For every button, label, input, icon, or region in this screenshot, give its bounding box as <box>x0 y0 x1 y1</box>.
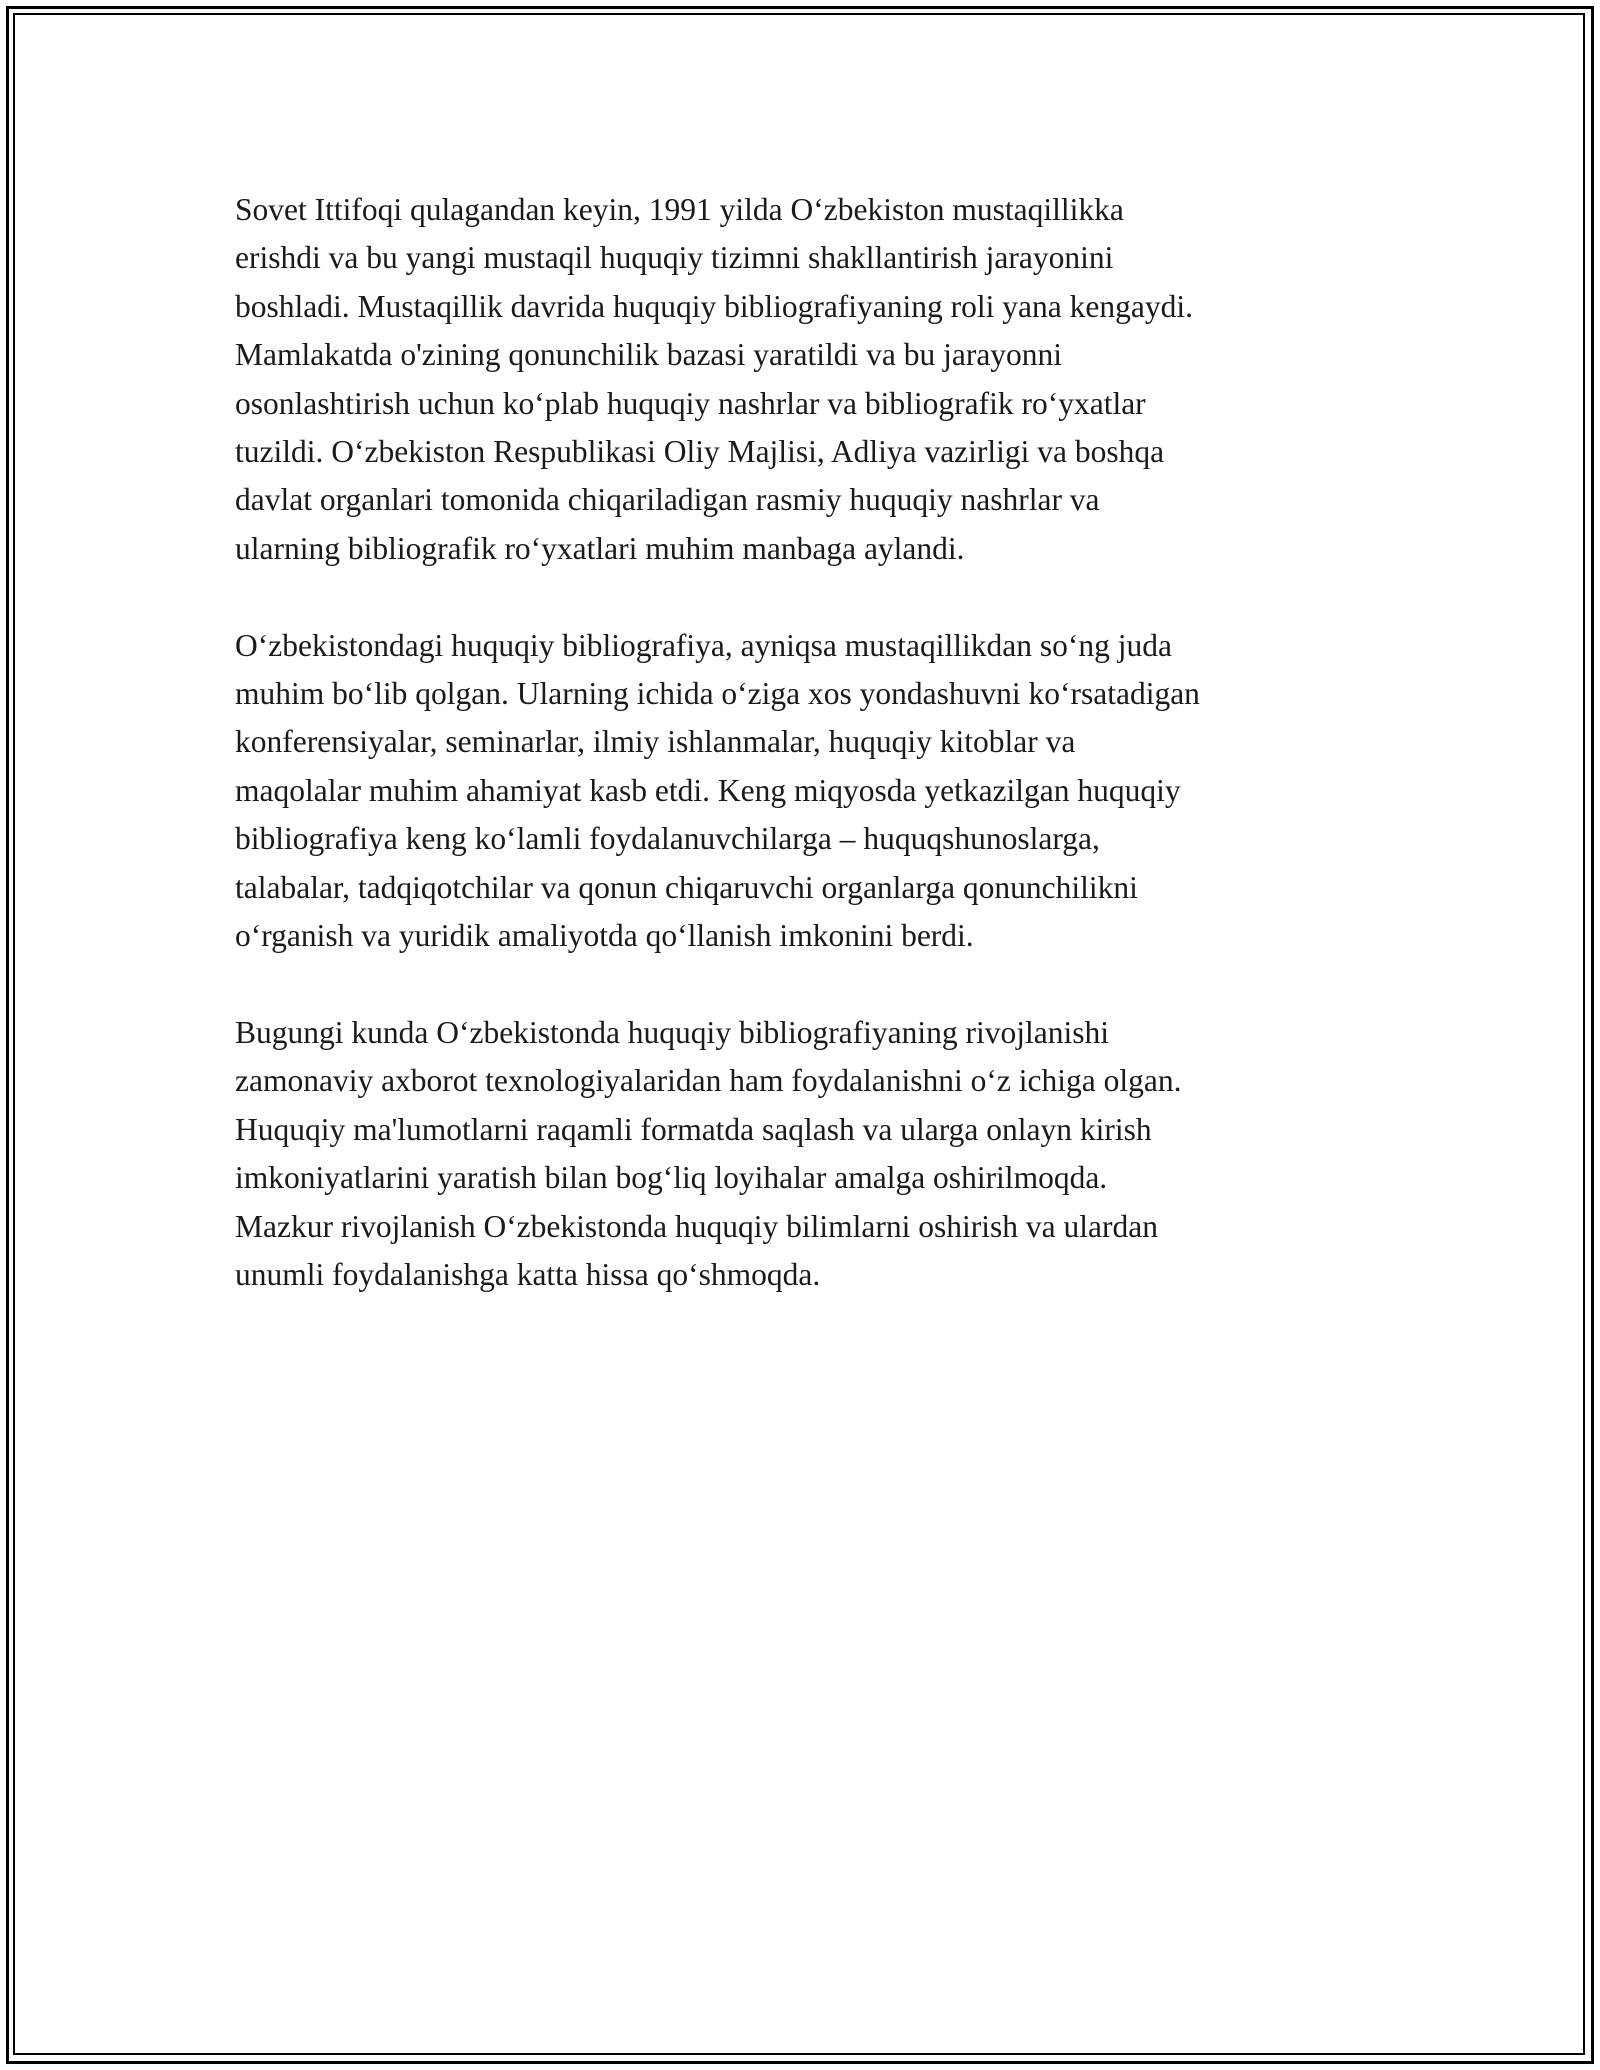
text-line: unumli foydalanishga katta hissa qo‘shmoqda. <box>235 1256 821 1292</box>
text-line: erishdi va bu yangi mustaqil huquqiy tizimni shakllantirish jarayonini <box>235 240 1114 276</box>
text-line: davlat organlari tomonida chiqariladigan rasmiy huquqiy nashrlar va <box>235 482 1100 518</box>
text-line: zamonaviy axborot texnologiyalaridan ham foydalanishni o‘z ichiga olgan. <box>235 1063 1182 1099</box>
paragraph-2 <box>235 622 1365 961</box>
text-line: maqolalar muhim ahamiyat kasb etdi. Keng miqyosda yetkazilgan huquqiy <box>235 772 1181 808</box>
text-line: talabalar, tadqiqotchilar va qonun chiqaruvchi organlarga qonunchilikni <box>235 869 1138 905</box>
text-line: o‘rganish va yuridik amaliyotda qo‘llanish imkonini berdi. <box>235 918 974 954</box>
text-line: Huquqiy ma'lumotlarni raqamli formatda saqlash va ularga onlayn kirish <box>235 1111 1152 1147</box>
text-line: Mamlakatda o'zining qonunchilik bazasi yaratildi va bu jarayonni <box>235 337 1063 373</box>
paragraph-3 <box>235 1009 1365 1299</box>
paragraph-1 <box>235 186 1365 573</box>
text-line: Sovet Ittifoqi qulagandan keyin, 1991 yilda O‘zbekiston mustaqillikka <box>235 192 1124 227</box>
text-line: konferensiyalar, seminarlar, ilmiy ishlanmalar, huquqiy kitoblar va <box>235 724 1076 760</box>
text-line: Bugungi kunda O‘zbekistonda huquqiy bibliografiyaning rivojlanishi <box>235 1014 1110 1050</box>
text-line: bibliografiya keng ko‘lamli foydalanuvchilarga – huquqshunoslarga, <box>235 821 1100 857</box>
text-line: muhim bo‘lib qolgan. Ularning ichida o‘ziga xos yondashuvni ko‘rsatadigan <box>235 676 1200 712</box>
text-line: O‘zbekistondagi huquqiy bibliografiya, ayniqsa mustaqillikdan so‘ng juda <box>235 627 1172 663</box>
text-line: Mazkur rivojlanish O‘zbekistonda huquqiy bilimlarni oshirish va ulardan <box>235 1208 1158 1244</box>
text-line: osonlashtirish uchun ko‘plab huquqiy nashrlar va bibliografik ro‘yxatlar <box>235 385 1146 421</box>
text-line: imkoniyatlarini yaratish bilan bog‘liq loyihalar amalga oshirilmoqda. <box>235 1160 1108 1196</box>
text-line: ularning bibliografik ro‘yxatlari muhim manbaga aylandi. <box>235 530 965 566</box>
text-line: tuzildi. O‘zbekiston Respublikasi Oliy Majlisi, Adliya vazirligi va boshqa <box>235 434 1165 470</box>
text-line: boshladi. Mustaqillik davrida huquqiy bibliografiyaning roli yana kengaydi. <box>235 288 1193 324</box>
document-body <box>235 186 1365 1348</box>
